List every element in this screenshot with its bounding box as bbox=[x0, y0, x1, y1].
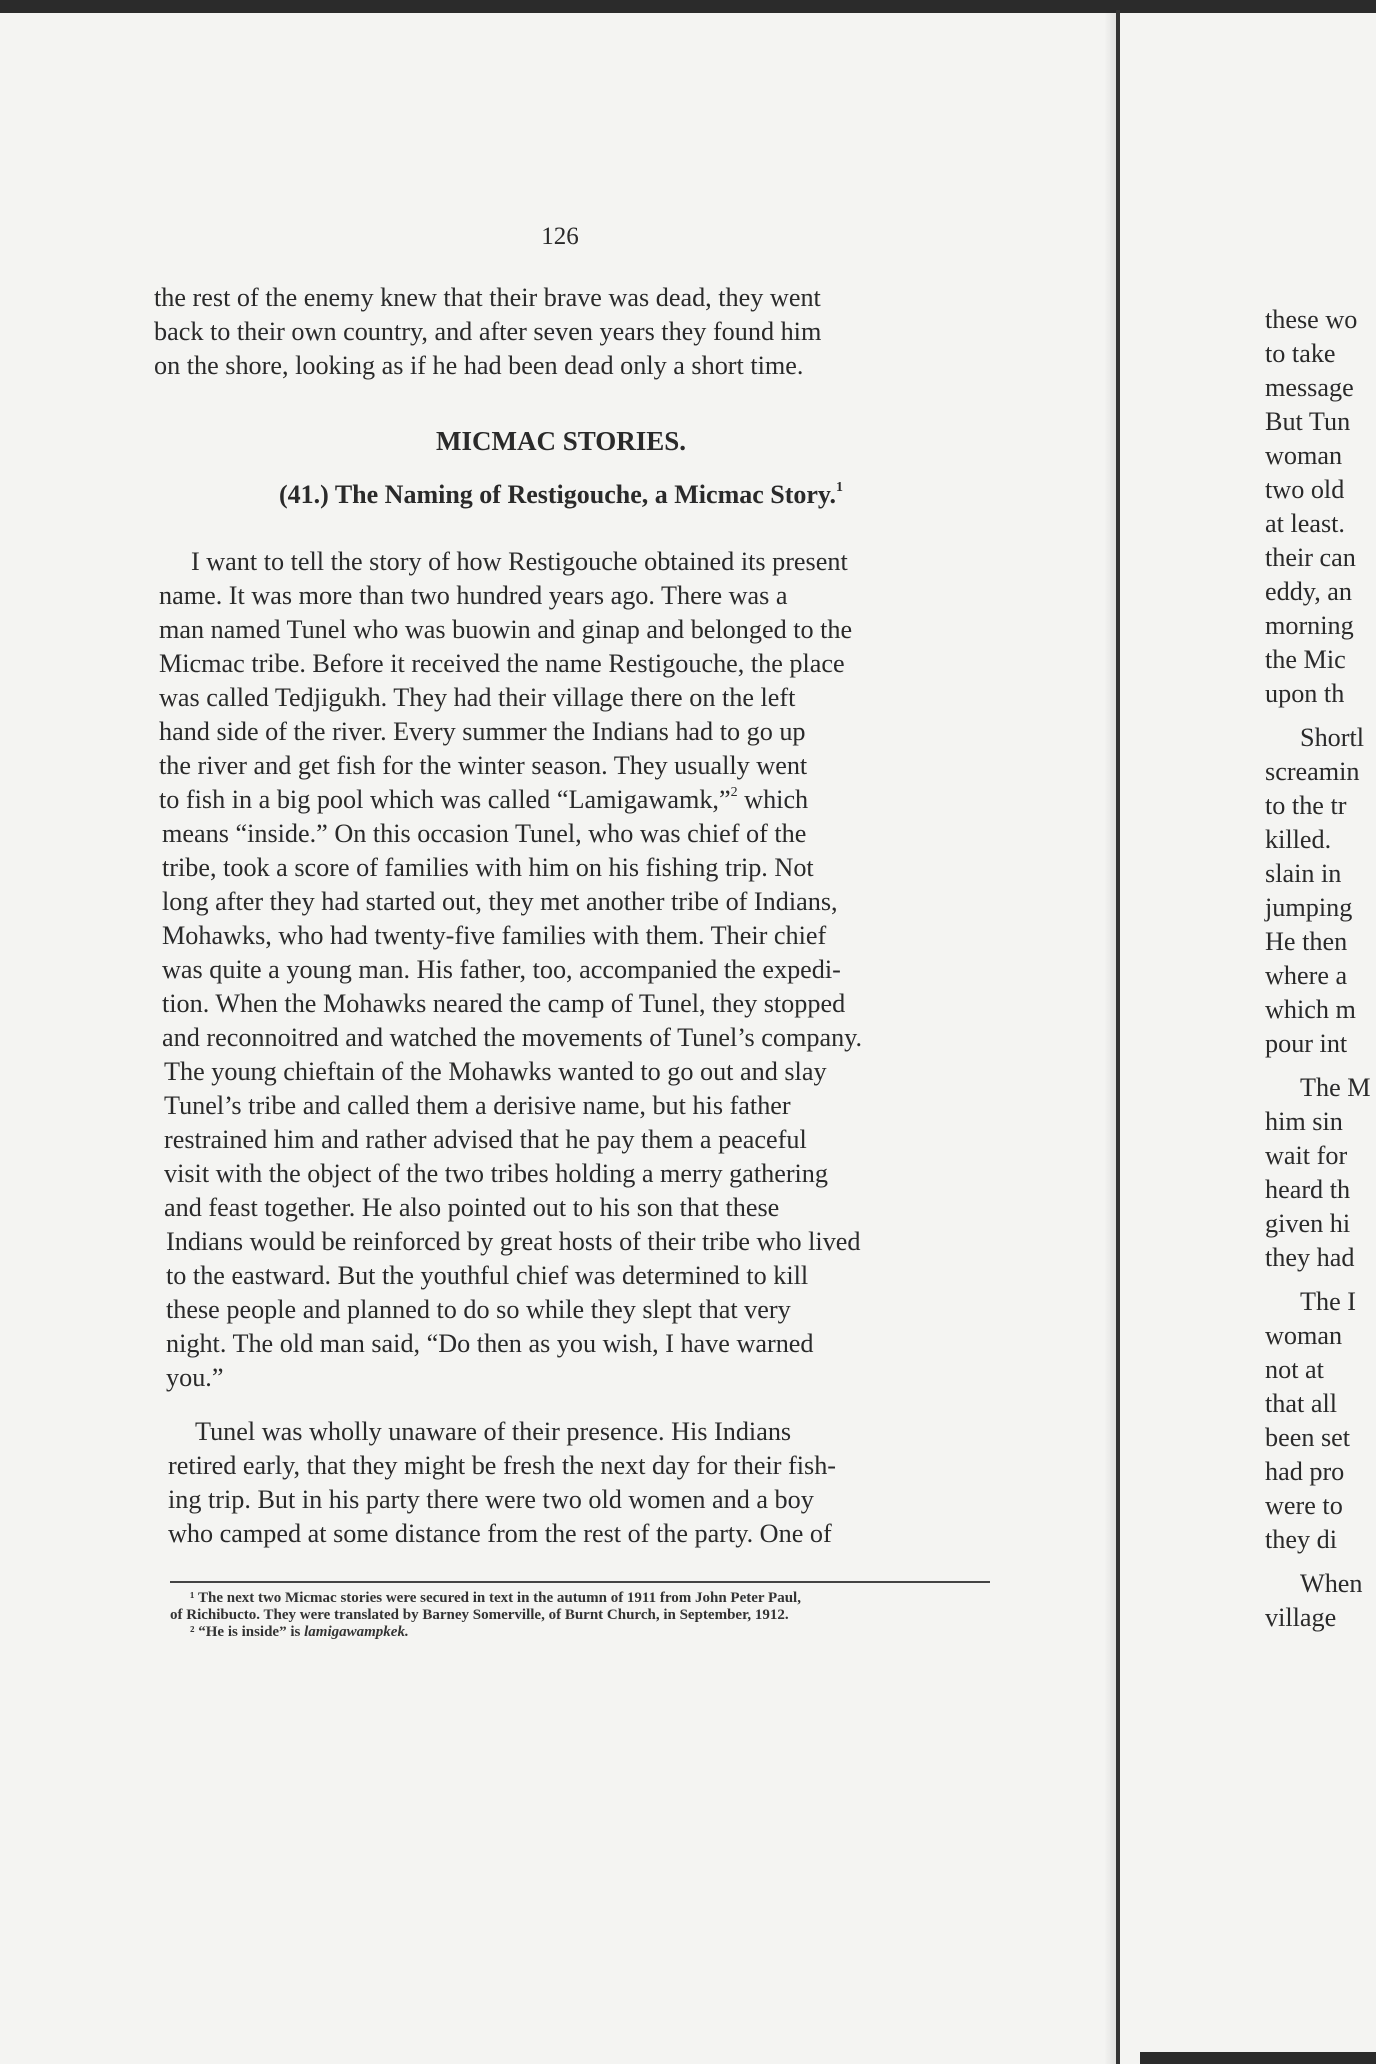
right-page-line-fragment: upon th bbox=[1265, 679, 1345, 708]
section-title: MICMAC STORIES. bbox=[435, 426, 687, 456]
right-page-line-fragment: slain in bbox=[1265, 859, 1342, 888]
paragraph-text: to fish in a big pool which was called “Lamigawamk,” bbox=[159, 785, 731, 814]
right-page-line-fragment: their can bbox=[1265, 543, 1356, 572]
right-page-line-fragment: not at bbox=[1265, 1355, 1324, 1384]
paragraph-line: hand side of the river. Every summer the Indians had to go up bbox=[159, 717, 806, 746]
right-page-line-fragment: two old bbox=[1265, 475, 1345, 504]
paragraph-line: man named Tunel who was buowin and ginap and belonged to the bbox=[159, 615, 853, 644]
right-page-line-fragment: message bbox=[1265, 373, 1354, 402]
paragraph-line: ing trip. But in his party there were two old women and a boy bbox=[168, 1485, 814, 1514]
footnote-line: ¹ The next two Micmac stories were secured in text in the autumn of 1911 from John Peter Paul, bbox=[190, 1590, 801, 1606]
gutter-shadow bbox=[1104, 10, 1116, 2064]
paragraph-line: Tunel’s tribe and called them a derisive name, but his father bbox=[164, 1091, 791, 1120]
scan-top-border bbox=[0, 0, 1376, 13]
right-page-line-fragment: to take bbox=[1265, 339, 1336, 368]
right-page-line-fragment: When bbox=[1300, 1569, 1363, 1598]
right-page-line-fragment: wait for bbox=[1265, 1141, 1348, 1170]
right-page-line-fragment: village bbox=[1265, 1603, 1337, 1632]
paragraph-line: Tunel was wholly unaware of their presence. His Indians bbox=[195, 1417, 792, 1446]
right-page-line-fragment: these wo bbox=[1265, 305, 1358, 334]
paragraph-line: tion. When the Mohawks neared the camp of Tunel, they stopped bbox=[162, 989, 846, 1018]
right-page-line-fragment: He then bbox=[1265, 927, 1348, 956]
right-page-line-fragment: morning bbox=[1265, 611, 1354, 640]
right-page-line-fragment: heard th bbox=[1265, 1175, 1351, 1204]
footnote-term: lamigawampkek. bbox=[304, 1624, 409, 1640]
footnote-marker: 1 bbox=[836, 480, 843, 496]
right-page-line-fragment: The M bbox=[1300, 1073, 1371, 1102]
story-title bbox=[0, 480, 1122, 510]
paragraph-line: who camped at some distance from the rest of the party. One of bbox=[168, 1519, 832, 1548]
right-page-line-fragment: which m bbox=[1265, 995, 1356, 1024]
page-number: 126 bbox=[541, 223, 579, 250]
footnote-line: of Richibucto. They were translated by Barney Somerville, of Burnt Church, in September, 1912. bbox=[170, 1607, 789, 1623]
paragraph-line: Mohawks, who had twenty-five families with them. Their chief bbox=[162, 921, 827, 950]
footnote-rule bbox=[170, 1581, 990, 1583]
intro-line: on the shore, looking as if he had been dead only a short time. bbox=[154, 351, 804, 380]
right-page-line-fragment: The I bbox=[1300, 1287, 1356, 1316]
right-page-line-fragment: had pro bbox=[1265, 1457, 1345, 1486]
paragraph-line: long after they had started out, they met another tribe of Indians, bbox=[162, 887, 838, 916]
right-page-line-fragment: killed. bbox=[1265, 825, 1332, 854]
right-page bbox=[1120, 13, 1376, 2053]
right-page-line-fragment: pour int bbox=[1265, 1029, 1348, 1058]
right-page-line-fragment: given hi bbox=[1265, 1209, 1351, 1238]
footnote-marker: 2 bbox=[730, 785, 738, 801]
right-page-line-fragment: the Mic bbox=[1265, 645, 1346, 674]
paragraph-line: Micmac tribe. Before it received the name Restigouche, the place bbox=[159, 649, 845, 678]
paragraph-line: night. The old man said, “Do then as you wish, I have warned bbox=[166, 1329, 814, 1358]
paragraph-line: retired early, that they might be fresh the next day for their fish- bbox=[168, 1451, 837, 1480]
paragraph-line: to the eastward. But the youthful chief was determined to kill bbox=[166, 1261, 809, 1290]
paragraph-line: was called Tedjigukh. They had their village there on the left bbox=[159, 683, 796, 712]
right-page-line-fragment: jumping bbox=[1265, 893, 1353, 922]
right-page-line-fragment: Shortl bbox=[1300, 723, 1365, 752]
paragraph-line: and feast together. He also pointed out to his son that these bbox=[164, 1193, 780, 1222]
right-page-line-fragment: that all bbox=[1265, 1389, 1337, 1418]
right-page-line-fragment: to the tr bbox=[1265, 791, 1347, 820]
right-page-line-fragment: eddy, an bbox=[1265, 577, 1353, 606]
right-page-line-fragment: they di bbox=[1265, 1525, 1338, 1554]
paragraph-line: name. It was more than two hundred years ago. There was a bbox=[159, 581, 788, 610]
paragraph-line: these people and planned to do so while they slept that very bbox=[166, 1295, 791, 1324]
right-page-line-fragment: woman bbox=[1265, 1321, 1343, 1350]
paragraph-line: you.” bbox=[166, 1363, 224, 1392]
story-title-text: (41.) The Naming of Restigouche, a Micmac Story. bbox=[278, 480, 836, 509]
footnote-line bbox=[190, 1624, 409, 1640]
right-page-line-fragment: woman bbox=[1265, 441, 1343, 470]
paragraph-text: which bbox=[737, 785, 809, 814]
paragraph-line: tribe, took a score of families with him on his fishing trip. Not bbox=[162, 853, 814, 882]
paragraph-line: the river and get fish for the winter season. They usually went bbox=[159, 751, 808, 780]
left-page bbox=[0, 13, 1104, 2053]
paragraph-line: visit with the object of the two tribes holding a merry gathering bbox=[164, 1159, 828, 1188]
footnote-text: ² “He is inside” is bbox=[190, 1624, 305, 1640]
scan-bottom-border bbox=[1140, 2052, 1376, 2064]
intro-line: back to their own country, and after seven years they found him bbox=[154, 317, 822, 346]
paragraph-line: means “inside.” On this occasion Tunel, who was chief of the bbox=[162, 819, 807, 848]
right-page-line-fragment: they had bbox=[1265, 1243, 1355, 1272]
right-page-line-fragment: But Tun bbox=[1265, 407, 1351, 436]
right-page-line-fragment: were to bbox=[1265, 1491, 1343, 1520]
paragraph-line bbox=[159, 783, 808, 817]
right-page-line-fragment: at least. bbox=[1265, 509, 1345, 538]
right-page-line-fragment: screamin bbox=[1265, 757, 1360, 786]
paragraph-line: Indians would be reinforced by great hosts of their tribe who lived bbox=[166, 1227, 861, 1256]
paragraph-line: The young chieftain of the Mohawks wanted to go out and slay bbox=[164, 1057, 827, 1086]
paragraph-line: restrained him and rather advised that he pay them a peaceful bbox=[164, 1125, 807, 1154]
intro-line: the rest of the enemy knew that their brave was dead, they went bbox=[154, 283, 821, 312]
right-page-line-fragment: him sin bbox=[1265, 1107, 1343, 1136]
paragraph-line: was quite a young man. His father, too, accompanied the expedi- bbox=[162, 955, 841, 984]
right-page-line-fragment: been set bbox=[1265, 1423, 1351, 1452]
paragraph-line: I want to tell the story of how Restigouche obtained its present bbox=[191, 547, 848, 576]
right-page-line-fragment: where a bbox=[1265, 961, 1348, 990]
paragraph-line: and reconnoitred and watched the movements of Tunel’s company. bbox=[162, 1023, 863, 1052]
